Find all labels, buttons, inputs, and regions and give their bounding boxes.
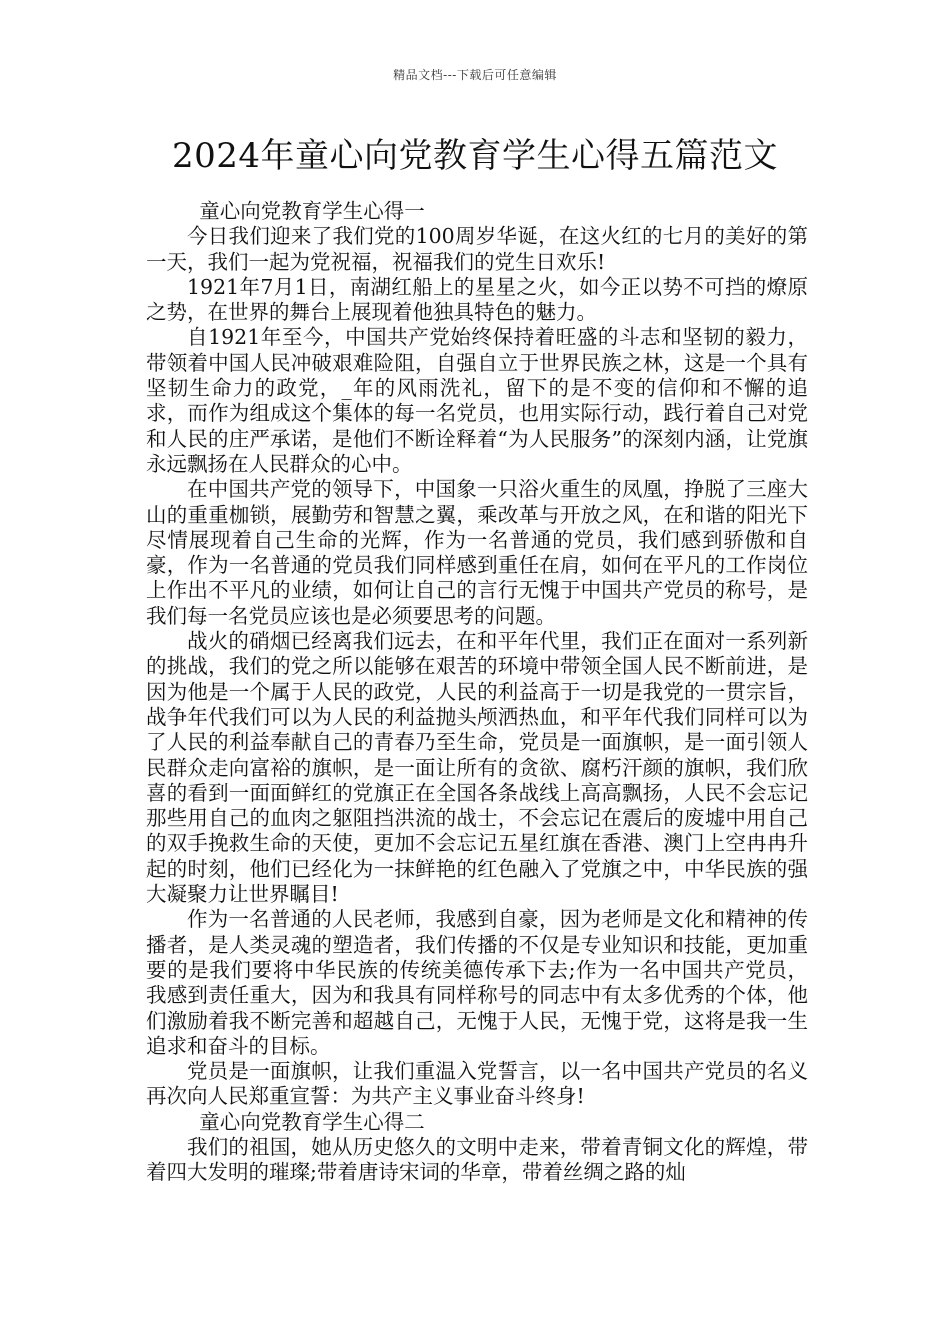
paragraph: 战火的硝烟已经离我们远去，在和平年代里，我们正在面对一系列新的挑战，我们的党之所以能够在艰苦的环境中带领全国人民不断前进，是因为他是一个属于人民的政党，人民的利益高于一切是我党的一贯宗旨，战争年代我们可以为人民的利益抛头颅洒热血，和平年代我们同样可以为了人民的利益奉献自己的青春乃至生命，党员是一面旗帜，是一面引领人民群众走向富裕的旗帜，是一面让所有的贪欲、腐朽汗颜的旗帜，我们欣喜的看到一面面鲜红的党旗正在全国各条战线上高高飘扬，人民不会忘记那些用自己的血肉之躯阻挡洪流的战士，不会忘记在震后的废墟中用自己的双手挽救生命的天使，更加不会忘记五星红旗在香港、澳门上空冉冉升起的时刻，他们已经化为一抹鲜艳的红色融入了党旗之中，中华民族的强大凝聚力让世界瞩目! <box>146 629 808 907</box>
header-note: 精品文档---下载后可任意编辑 <box>393 68 557 82</box>
paragraph: 党员是一面旗帜，让我们重温入党誓言，以一名中国共产党员的名义再次向人民郑重宣誓：为共产主义事业奋斗终身! <box>146 1059 808 1109</box>
paragraph: 我们的祖国，她从历史悠久的文明中走来，带着青铜文化的辉煌，带着四大发明的璀璨;带着唐诗宋词的华章，带着丝绸之路的灿 <box>146 1134 808 1185</box>
paragraph: 今日我们迎来了我们党的100周岁华诞，在这火红的七月的美好的第一天，我们一起为党祝福，祝福我们的党生日欢乐! <box>146 224 808 274</box>
section-heading-1: 童心向党教育学生心得一 <box>199 199 425 223</box>
paragraph: 1921年7月1日，南湖红船上的星星之火，如今正以势不可挡的燎原之势，在世界的舞台上展现着他独具特色的魅力。 <box>146 274 808 325</box>
document-title: 2024年童心向党教育学生心得五篇范文 <box>171 136 779 176</box>
paragraph: 作为一名普通的人民老师，我感到自豪，因为老师是文化和精神的传播者，是人类灵魂的塑造者，我们传播的不仅是专业知识和技能，更加重要的是我们要将中华民族的传统美德传承下去;作为一名中国共产党员，我感到责任重大，因为和我具有同样称号的同志中有太多优秀的个体，他们激励着我不断完善和超越自己，无愧于人民，无愧于党，这将是我一生追求和奋斗的目标。 <box>146 907 808 1058</box>
paragraph: 自1921年至今，中国共产党始终保持着旺盛的斗志和坚韧的毅力，带领着中国人民冲破艰难险阻，自强自立于世界民族之林，这是一个具有坚韧生命力的政党，_年的风雨洗礼，留下的是不变的信仰和不懈的追求，而作为组成这个集体的每一名党员，也用实际行动，践行着自己对党和人民的庄严承诺，是他们不断诠释着“为人民服务”的深刻内涵，让党旗永远飘扬在人民群众的心中。 <box>146 325 808 476</box>
document-body <box>146 199 808 1186</box>
paragraph: 在中国共产党的领导下，中国象一只浴火重生的凤凰，挣脱了三座大山的重重枷锁，展勤劳和智慧之翼，乘改革与开放之风，在和谐的阳光下尽情展现着自己生命的光辉，作为一名普通的党员，我们感到骄傲和自豪，作为一名普通的党员我们同样感到重任在肩，如何在平凡的工作岗位上作出不平凡的业绩，如何让自己的言行无愧于中国共产党员的称号，是我们每一名党员应该也是必须要思考的问题。 <box>146 477 808 628</box>
section-heading-2: 童心向党教育学生心得二 <box>199 1109 425 1134</box>
